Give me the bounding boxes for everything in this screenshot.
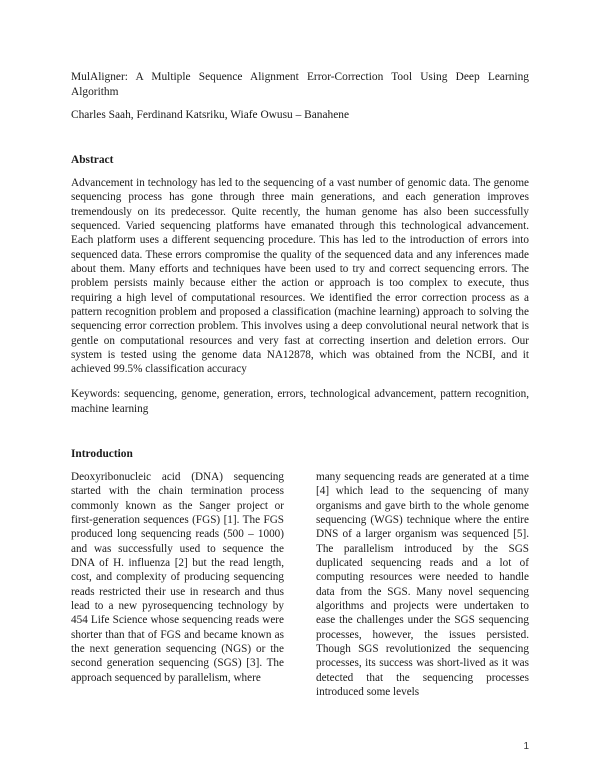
abstract-heading: Abstract [71, 154, 114, 166]
introduction-column-right: many sequencing reads are generated at a time [4] which lead to the sequencing of many organisms and gave birth to the whole genome sequencing (WGS) technique where the entire DNS of a larger organism was sequenced [5]. The parallelism introduced by the SGS duplicated sequencing reads and a lot of computing resources were needed to handle data from the SGS. Many novel sequencing algorithms and projects were undertaken to ease the challenges under the SGS sequencing processes, however, the issues persisted. Though SGS revolutionized the sequencing processes, its success was short-lived as it was detected that the sequencing processes introduced some levels [316, 471, 529, 699]
introduction-heading: Introduction [71, 448, 133, 460]
introduction-column-left: Deoxyribonucleic acid (DNA) sequencing started with the chain termination process commonly known as the Sanger project or first-generation sequences (FGS) [1]. The FGS produced long sequencing reads (500 – 1000) and was successfully used to sequence the DNA of H. influenza [2] but the read length, cost, and complexity of producing sequencing reads restricted their use in research and thus lead to a new pyrosequencing technology by 454 Life Science whose sequencing reads were shorter than that of FGS and became known as the next generation sequencing (NGS) or the second generation sequencing (SGS) [3]. The approach sequenced by parallelism, where [71, 471, 284, 684]
abstract-text: Advancement in technology has led to the sequencing of a vast number of genomic data. The genome sequencing process has gone through three main generations, and each generation improves tremendously on its predecessor. Quite recently, the human genome has also been successfully sequenced. Varied sequencing platforms have emanated through this technological advancement. Each platform uses a different sequencing procedure. This has led to the introduction of errors into sequenced data. These errors compromise the quality of the sequenced data and any inferences made about them. Many efforts and techniques have been used to try and correct sequencing errors. The problem persists mainly because either the action or approach is too complex to execute, thus requiring a high level of computational resources. We identified the error correction process as a pattern recognition problem and proposed a classification (machine learning) approach to solving the sequencing error correction problem. This involves using a deep convolutional neural network that is gentle on computational resources and very fast at correcting insertion and deletion errors. Our system is tested using the genome data NA12878, which was obtained from the NCBI, and it achieved 99.5% classification accuracy [71, 177, 529, 376]
page-number: 1 [523, 741, 529, 752]
paper-authors: Charles Saah, Ferdinand Katsriku, Wiafe Owusu – Banahene [71, 109, 350, 121]
keywords: Keywords: sequencing, genome, generation, errors, technological advancement, pattern recognition, machine learning [71, 388, 529, 415]
paper-title: MulAligner: A Multiple Sequence Alignment Error-Correction Tool Using Deep Learning Algorithm [71, 71, 529, 98]
